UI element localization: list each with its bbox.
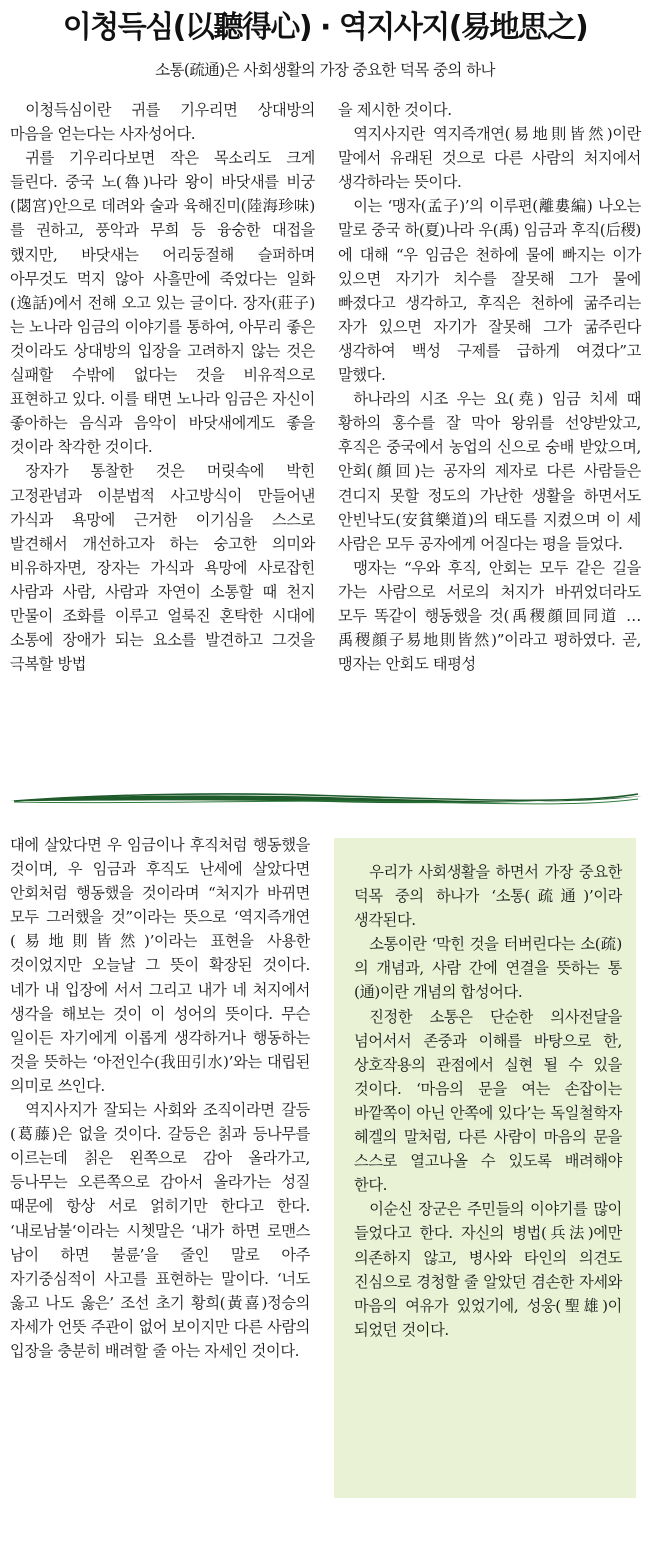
paragraph: 이청득심이란 귀를 기우리면 상대방의 마음을 얻는다는 사자성어다. (10, 101, 315, 144)
paragraph: 을 제시한 것이다. (338, 101, 452, 119)
paragraph: 대에 살았다면 우 임금이나 후직처럼 행동했을 것이며, 우 임금과 후직도 난세에 살았다면 안회처럼 행동했을 것이라며 “처지가 바뀌면 모두 그러했을 것”이라는 뜻으로 ‘역지즉개연(易地則皆然)’이라는 표현을 사용한 것이었지만 오늘날 그 뜻이 확장된 것이다. 네가 내 입장에 서서 그리고 내가 네 처지에서 생각을 해보는 것이 이 성어의 뜻이다. 무슨 일이든 자기에게 이롭게 생각하거나 행동하는 것을 뜻하는 ‘아전인수(我田引水)’와는 대립된 의미로 쓰인다. (10, 836, 310, 1095)
paragraph: 우리가 사회생활을 하면서 가장 중요한 덕목 중의 하나가 ‘소통(疏通)’이라 생각된다. (354, 863, 622, 930)
article-subtitle: 소통(疏通)은 사회생활의 가장 중요한 덕목 중의 하나 (155, 61, 495, 79)
paragraph: 진정한 소통은 단순한 의사전달을 넘어서서 존중과 이해를 바탕으로 한, 상호작용의 관점에서 실현 될 수 있을 것이다. ‘마음의 문을 여는 손잡이는 바깥쪽이 아닌 안쪽에 있다’는 독일철학자 헤겔의 말처럼, 다른 사람이 마음의 문을 스스로 열고나올 수 있도록 배려해야 한다. (354, 1007, 622, 1195)
paragraph: 장자가 통찰한 것은 머릿속에 박힌 고정관념과 이분법적 사고방식이 만들어낸 가식과 욕망에 근거한 이기심을 스스로 발견해서 개선하고자 하는 숭고한 의미와 비유하자면, 장자는 가식과 욕망에 사로잡힌 사람과 사람, 사람과 자연이 소통할 때 천지 만물이 조화를 이루고 얼룩진 혼탁한 시대에 소통에 장애가 되는 요소를 발견하고 그것을 극복할 방법 (10, 462, 315, 674)
article-title: 이청득심(以聽得心) · 역지사지(易地思之) (62, 10, 588, 45)
paragraph: 맹자는 “우와 후직, 안회는 모두 같은 길을 가는 사람으로 서로의 처지가 바뀌었더라도 모두 똑같이 행동했을 것(禹稷顔回同道 … 禹稷顔子易地則皆然)”이라고 평하였다. 곧, 맹자는 안회도 태평성 (338, 558, 641, 674)
paragraph: 이는 ‘맹자(孟子)’의 이루편(離婁編) 나오는 말로 중국 하(夏)나라 우(禹) 임금과 후직(后稷)에 대해 “우 임금은 천하에 물에 빠지는 이가 있으면 자기가 치수를 잘못해 그가 물에 빠졌다고 생각하고, 후직은 천하에 굶주리는 자가 있으면 자기가 잘못해 그가 굶주린다 생각하여 백성 구제를 급하게 여겼다”고 말했다. (338, 197, 641, 385)
paragraph: 소통이란 ‘막힌 것을 터버린다는 소(疏)의 개념과, 사람 간에 연결을 뜻하는 통(通)이란 개념의 합성어다. (354, 935, 622, 1002)
sidebar-text (354, 860, 622, 1342)
paragraph: 이순신 장군은 주민들의 이야기를 많이 들었다고 한다. 자신의 병법(兵法)에만 의존하지 않고, 병사와 타인의 의견도 진심으로 경청할 줄 알았던 겸손한 자세와 마음의 여유가 있었기에, 성웅(聖雄)이 되었던 것이다. (354, 1200, 622, 1339)
paragraph: 역지사지란 역지즉개연(易地則皆然)이란 말에서 유래된 것으로 다른 사람의 처지에서 생각하라는 뜻이다. (338, 125, 641, 192)
column-3 (10, 833, 310, 1363)
column-1 (10, 98, 315, 676)
column-2 (338, 98, 641, 676)
paragraph: 하나라의 시조 우는 요(堯) 임금 치세 때 황하의 홍수를 잘 막아 왕위를 선양받았고, 후직은 중국에서 농업의 신으로 숭배 받았으며, 안회(顔回)는 공자의 제자로 다른 사람들은 견디지 못할 정도의 가난한 생활을 하면서도 안빈낙도(安貧樂道)의 태도를 지켰으며 이 세 사람은 모두 공자에게 어질다는 평을 들었다. (338, 390, 641, 553)
paragraph: 역지사지가 잘되는 사회와 조직이라면 갈등(葛藤)은 없을 것이다. 갈등은 칡과 등나무를 이르는데 칡은 왼쪽으로 감아 올라가고, 등나무는 오른쪽으로 감아서 올라가는 성질 때문에 항상 서로 얽히기만 한다고 한다. ‘내로남불‘이라는 시쳇말은 ‘내가 하면 로맨스 남이 하면 불륜’을 줄인 말로 아주 자기중심적이 사고를 표현하는 말이다. ‘너도 옳고 나도 옳은’ 조선 초기 황희(黃喜)정승의 자세가 언뜻 주관이 없어 보이지만 다른 사람의 입장을 충분히 배려할 줄 아는 자세인 것이다. (10, 1101, 310, 1360)
paragraph: 귀를 기우리다보면 작은 목소리도 크게 들린다. 중국 노(魯)나라 왕이 바닷새를 비궁(閟宮)안으로 데려와 술과 육해진미(陸海珍味)를 권하고, 풍악과 무희 등 융숭한 대접을 했지만, 바닷새는 어리둥절해 슬퍼하며 아무것도 먹지 않아 사흘만에 죽었다는 일화(逸話)에서 전해 오고 있는 글이다. 장자(莊子)는 노나라 임금의 이야기를 통하여, 아무리 좋은 것이라도 상대방의 입장을 고려하지 않는 것은 실패할 수밖에 없다는 것을 비유적으로 표현하고 있다. 이를 태면 노나라 임금은 자신이 좋아하는 음식과 음악이 바닷새에게도 좋을 것이라 착각한 것이다. (10, 149, 315, 457)
wave-divider-ornament (10, 782, 642, 816)
